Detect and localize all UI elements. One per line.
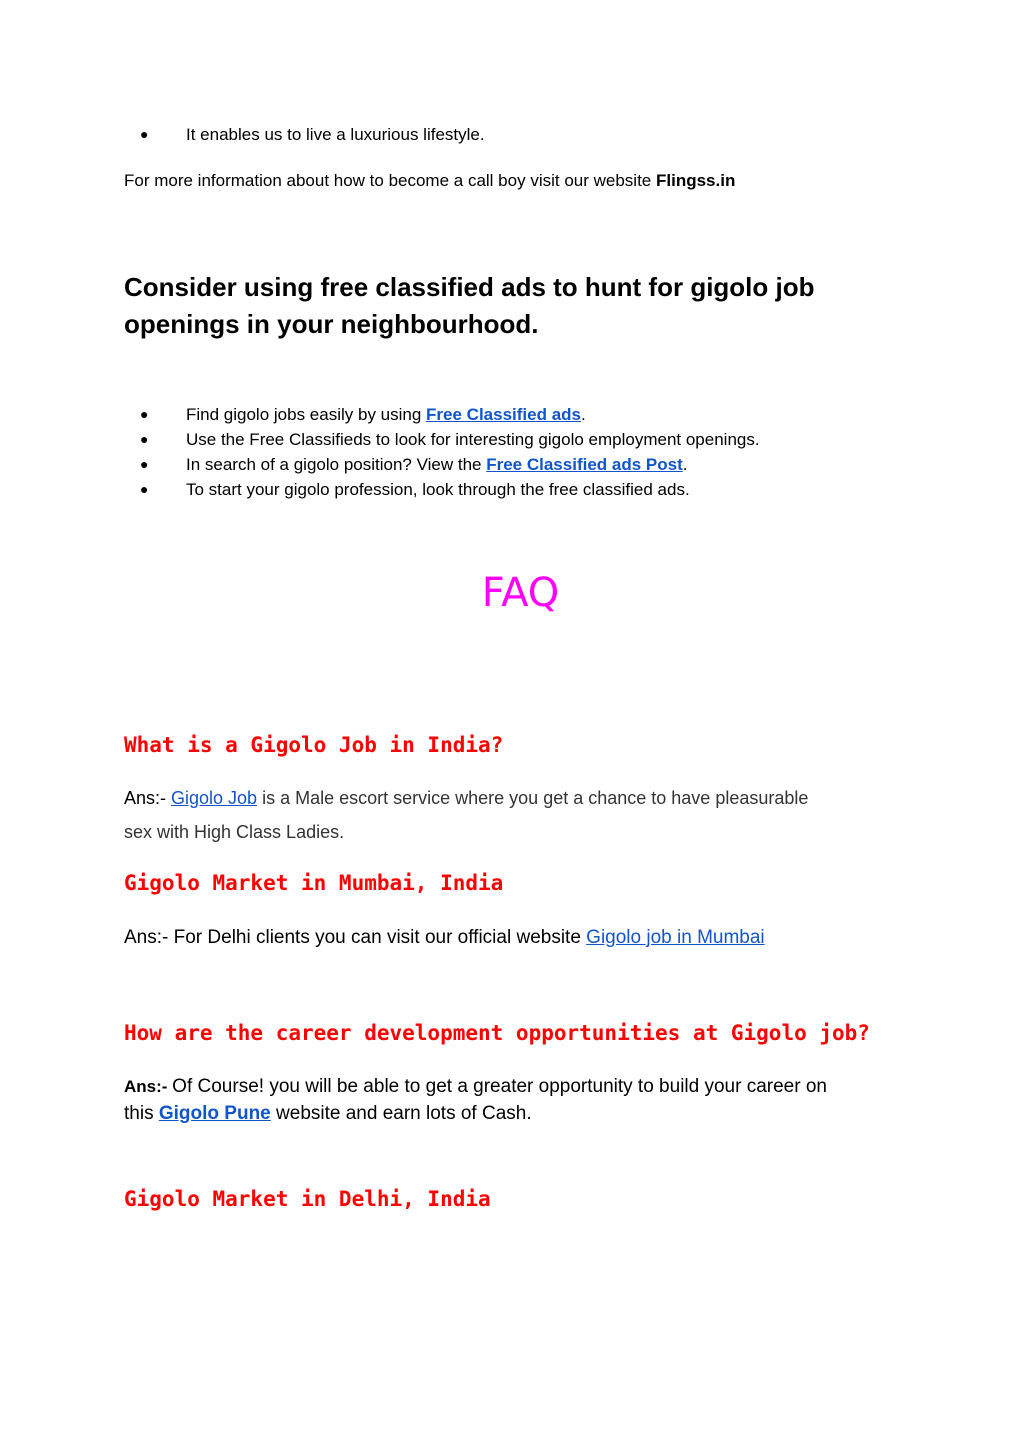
section-heading-line2: openings in your neighbourhood. — [124, 309, 539, 339]
answer-label: Ans:- — [124, 927, 174, 948]
site-name: Flingss.in — [655, 171, 736, 190]
free-classified-ads-link[interactable]: Free Classified ads — [426, 405, 581, 424]
answer-text-prefix: this — [124, 1103, 159, 1124]
faq-question-2: Gigolo Market in Mumbai, India — [124, 871, 504, 895]
answer-label: Ans:- — [124, 1077, 173, 1096]
gigolo-job-link[interactable]: Gigolo Job — [171, 788, 258, 808]
list-item — [124, 477, 760, 502]
answer-text: is a Male escort service where you get a chance to have pleasurable — [257, 788, 809, 808]
answer-text: For Delhi clients you can visit our official website — [173, 927, 587, 948]
faq-question-3: How are the career development opportunities at Gigolo job? — [124, 1021, 870, 1045]
answer-text: Of Course! you will be able to get a greater opportunity to build your career on — [172, 1076, 827, 1097]
section-heading — [124, 269, 815, 343]
faq-title: FAQ — [481, 570, 560, 616]
list-item-text: In search of a gigolo position? View the — [186, 455, 487, 474]
list-item-suffix: . — [581, 405, 586, 424]
gigolo-pune-link[interactable]: Gigolo Pune — [158, 1103, 271, 1124]
intro-list — [124, 122, 485, 147]
answer-text-suffix: website and earn lots of Cash. — [270, 1103, 532, 1124]
list-item-text: Use the Free Classifieds to look for interesting gigolo employment openings. — [186, 430, 760, 449]
list-item — [124, 122, 485, 147]
faq-answer-1 — [124, 781, 808, 849]
list-item — [124, 452, 760, 477]
faq-answer-3 — [124, 1073, 827, 1127]
faq-question-4: Gigolo Market in Delhi, India — [124, 1187, 491, 1211]
answer-text-continued: sex with High Class Ladies. — [124, 822, 345, 842]
list-item-text: To start your gigolo profession, look through the free classified ads. — [186, 480, 690, 499]
gigolo-job-in-mumbai-link[interactable]: Gigolo job in Mumbai — [586, 927, 765, 948]
classified-list — [124, 402, 760, 502]
faq-question-1: What is a Gigolo Job in India? — [124, 733, 504, 757]
list-item — [124, 402, 760, 427]
free-classified-ads-post-link[interactable]: Free Classified ads Post — [486, 455, 683, 474]
answer-label: Ans:- — [124, 788, 172, 808]
section-heading-line1: Consider using free classified ads to hunt for gigolo job — [124, 272, 815, 302]
more-info-text: For more information about how to become a call boy visit our website — [124, 171, 656, 190]
list-item-suffix: . — [682, 455, 688, 474]
list-item-text: It enables us to live a luxurious lifestyle. — [186, 125, 485, 144]
list-item — [124, 427, 760, 452]
faq-answer-2 — [124, 924, 765, 951]
list-item-text: Find gigolo jobs easily by using — [186, 405, 427, 424]
more-info-paragraph — [124, 168, 735, 193]
